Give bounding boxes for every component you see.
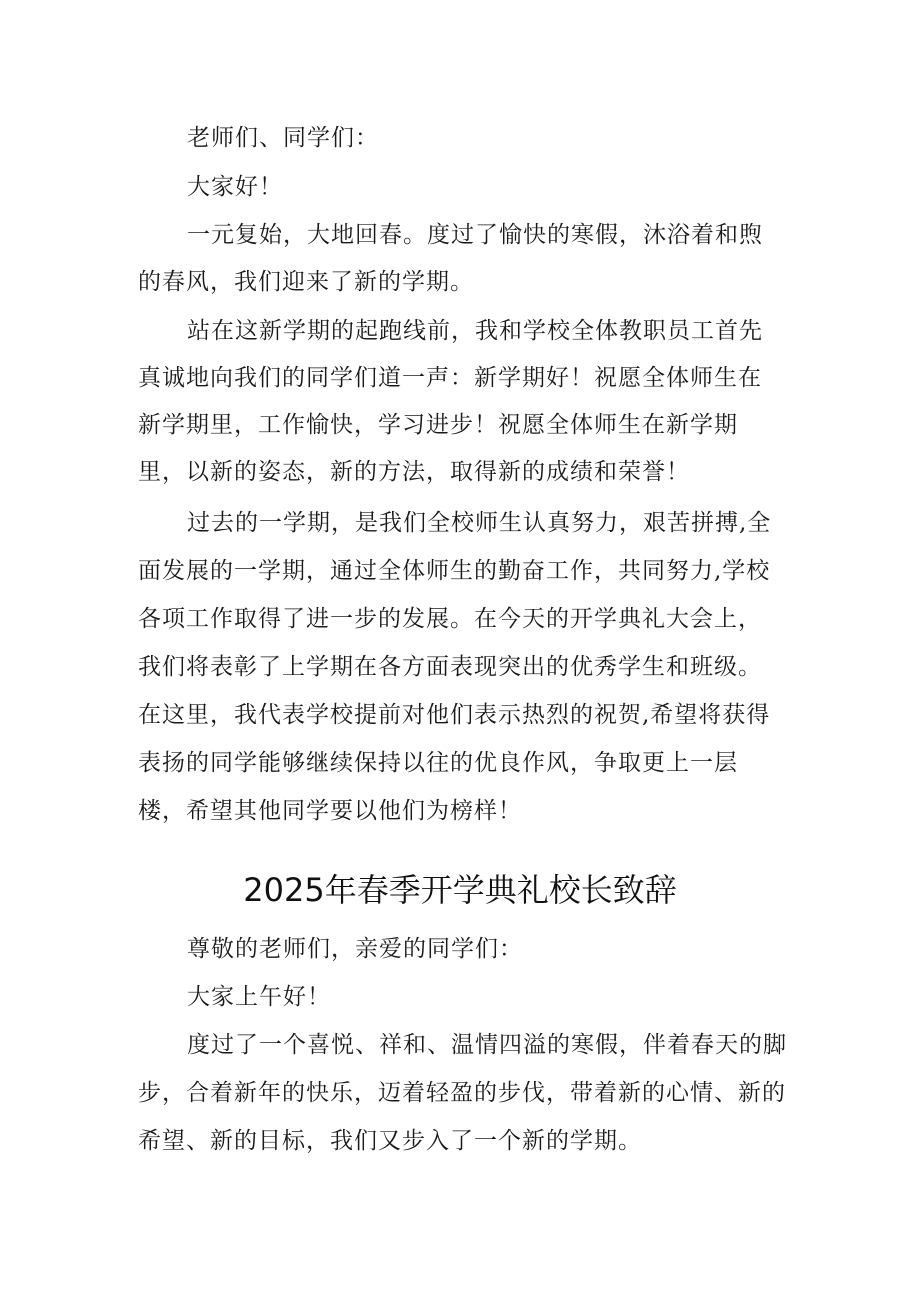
paragraph-4-line-2: 步，合着新年的快乐，迈着轻盈的步伐，带着新的心情、新的 xyxy=(138,1080,786,1106)
paragraph-2-line-3: 新学期里，工作愉快，学习进步！祝愿全体师生在新学期 xyxy=(138,412,738,438)
paragraph-2-line-1: 站在这新学期的起跑线前，我和学校全体教职员工首先 xyxy=(187,318,763,344)
greeting-line-2: 大家上午好！ xyxy=(187,984,331,1010)
paragraph-3-line-2: 面发展的一学期，通过全体师生的勤奋工作，共同努力,学校 xyxy=(138,558,771,584)
speech-title: 2025年春季开学典礼校长致辞 xyxy=(243,871,677,909)
paragraph-4-line-1: 度过了一个喜悦、祥和、温情四溢的寒假，伴着春天的脚 xyxy=(187,1032,787,1058)
paragraph-3-line-6: 表扬的同学能够继续保持以往的优良作风，争取更上一层 xyxy=(138,750,738,776)
paragraph-3-line-5: 在这里，我代表学校提前对他们表示热烈的祝贺,希望将获得 xyxy=(138,702,771,728)
paragraph-1-line-1: 一元复始，大地回春。度过了愉快的寒假，沐浴着和煦 xyxy=(187,222,763,248)
paragraph-3-line-7: 楼，希望其他同学要以他们为榜样！ xyxy=(138,798,522,824)
greeting-line: 大家好！ xyxy=(187,174,283,200)
paragraph-2-line-2: 真诚地向我们的同学们道一声：新学期好！祝愿全体师生在 xyxy=(138,365,762,391)
paragraph-3-line-4: 我们将表彰了上学期在各方面表现突出的优秀学生和班级。 xyxy=(138,654,762,680)
salutation: 老师们、同学们： xyxy=(187,125,379,151)
paragraph-1-line-2: 的春风，我们迎来了新的学期。 xyxy=(138,269,474,295)
paragraph-4-line-3: 希望、新的目标，我们又步入了一个新的学期。 xyxy=(138,1128,642,1154)
paragraph-3-line-1: 过去的一学期，是我们全校师生认真努力，艰苦拼搏,全 xyxy=(187,510,772,536)
paragraph-3-line-3: 各项工作取得了进一步的发展。在今天的开学典礼大会上， xyxy=(138,606,762,632)
salutation-2: 尊敬的老师们，亲爱的同学们： xyxy=(187,936,523,962)
paragraph-2-line-4: 里，以新的姿态，新的方法，取得新的成绩和荣誉！ xyxy=(138,459,690,485)
